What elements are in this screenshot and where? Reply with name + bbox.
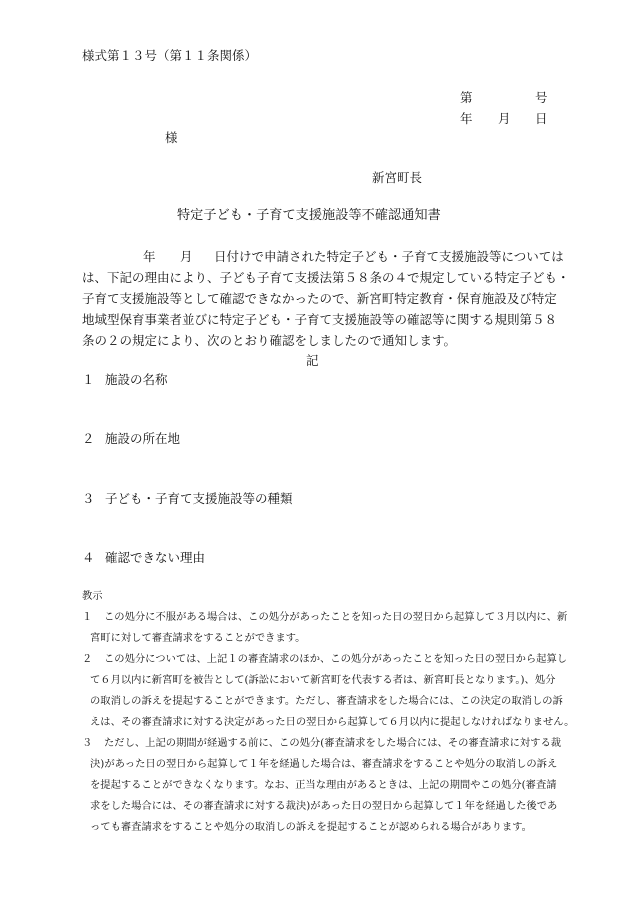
notice-item-number: ２ bbox=[82, 653, 93, 665]
form-number: 様式第１３号（第１１条関係） bbox=[82, 48, 258, 63]
issuer-name: 新宮町長 bbox=[372, 170, 423, 185]
body-line: は、下記の理由により、子ども子育て支援法第５８条の４で規定している特定子ども・ bbox=[82, 270, 570, 285]
notice-line: て６月以内に新宮町を被告として(訴訟において新宮町を代表する者は、新宮町長となります。)、処分 bbox=[90, 674, 556, 686]
body-line: 条の２の規定により、次のとおり確認をしましたので通知します。 bbox=[82, 333, 457, 348]
date-day-label: 日 bbox=[535, 111, 548, 126]
document-number-suffix: 号 bbox=[535, 90, 548, 105]
notice-item-number: １ bbox=[82, 611, 93, 623]
date-month-label: 月 bbox=[498, 111, 511, 126]
document-number-label: 第 bbox=[460, 90, 473, 105]
item-number: １ bbox=[82, 372, 95, 387]
notice-line: 決)があった日の翌日から起算して１年を経過した場合は、審査請求をすることや処分の取消しの訴え bbox=[90, 758, 558, 770]
document-title: 特定子ども・子育て支援施設等不確認通知書 bbox=[177, 208, 441, 223]
notice-line: ただし、上記の期間が経過する前に、この処分(審査請求をした場合には、その審査請求に対する裁 bbox=[104, 737, 562, 749]
notice-line: の取消しの訴えを提起することができます。ただし、審査請求をした場合には、この決定の取消しの訴 bbox=[90, 695, 563, 707]
notice-line: 求をした場合には、その審査請求に対する裁決)があった日の翌日から起算して１年を経過した後であ bbox=[90, 800, 558, 812]
item-label-facility-name: 施設の名称 bbox=[105, 372, 168, 387]
date-year-label: 年 bbox=[460, 111, 473, 126]
item-number: ２ bbox=[82, 431, 95, 446]
body-first-line: 日付けで申請された特定子ども・子育て支援施設等については bbox=[214, 249, 564, 264]
notice-line: っても審査請求をすることや処分の取消しの訴えを提起することが認められる場合があります。 bbox=[90, 821, 532, 833]
notice-item-number: ３ bbox=[82, 737, 93, 749]
notice-line: 宮町に対して審査請求をすることができます。 bbox=[90, 632, 306, 644]
body-month-label: 月 bbox=[180, 249, 193, 264]
body-line: 子育て支援施設等として確認できなかったので、新宮町特定教育・保育施設及び特定 bbox=[82, 291, 557, 306]
addressee-honorific: 様 bbox=[165, 130, 178, 145]
body-line: 地域型保育事業者並びに特定子ども・子育て支援施設等の確認等に関する規則第５８ bbox=[82, 312, 558, 327]
body-year-label: 年 bbox=[143, 249, 156, 264]
notice-line: この処分に不服がある場合は、この処分があったことを知った日の翌日から起算して３月以内に、新 bbox=[104, 611, 568, 623]
notice-line: この処分については、上記１の審査請求のほか、この処分があったことを知った日の翌日から起算し bbox=[104, 653, 568, 665]
item-number: ３ bbox=[82, 491, 95, 506]
item-label-facility-address: 施設の所在地 bbox=[105, 431, 181, 446]
notice-heading: 教示 bbox=[82, 590, 103, 602]
ki-heading: 記 bbox=[306, 353, 319, 368]
notice-line: えは、その審査請求に対する決定があった日の翌日から起算して６月以内に提起しなければなりません。 bbox=[90, 716, 575, 728]
item-number: ４ bbox=[82, 550, 95, 565]
item-label-reason: 確認できない理由 bbox=[105, 550, 206, 565]
notice-line: を提起することができなくなります。なお、正当な理由があるときは、上記の期間やこの処分(審査請 bbox=[90, 779, 557, 791]
item-label-facility-type: 子ども・子育て支援施設等の種類 bbox=[105, 491, 293, 506]
